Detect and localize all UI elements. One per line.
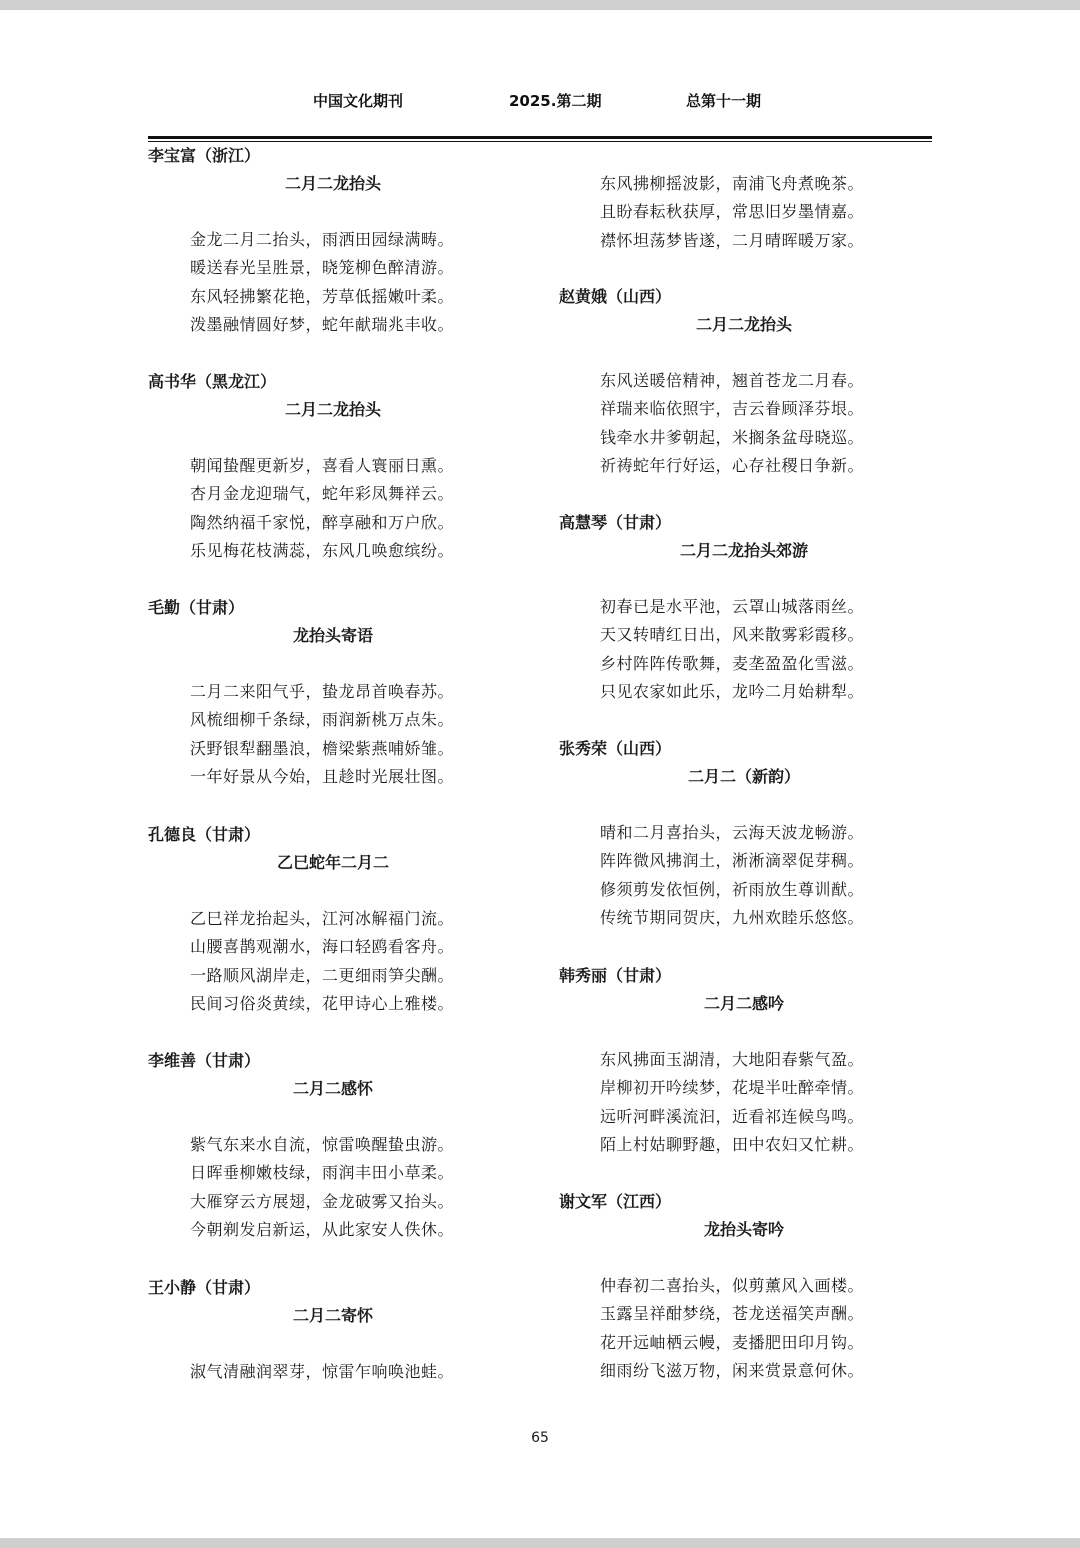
poem-entry	[148, 368, 508, 565]
poem-line: 岸柳初开吟续梦，花堤半吐醉牵情。	[600, 1078, 865, 1098]
poem-line: 仲春初二喜抬头，似剪薰风入画楼。	[600, 1276, 865, 1295]
poem-title: 二月二龙抬头	[284, 174, 381, 193]
bottom-edge-bar	[0, 1538, 1080, 1548]
poem-title: 二月二寄怀	[292, 1306, 373, 1325]
poem-line: 东风轻拂繁花艳，芳草低摇嫩叶柔。	[190, 286, 455, 306]
poem-line: 东风拂柳摇波影，南浦飞舟煮晚茶。	[600, 174, 865, 193]
poem-author: 李宝富（浙江）	[148, 146, 261, 165]
poem-entry	[148, 594, 508, 791]
poem-line: 风梳细柳千条绿，雨润新桃万点朱。	[190, 710, 455, 730]
poem-line: 大雁穿云方展翅，金龙破雾又抬头。	[190, 1191, 455, 1211]
poem-line: 且盼春耘秋获厚，常思旧岁墨情嘉。	[600, 202, 865, 222]
header-rule-thick	[148, 136, 932, 139]
poem-line: 乙巳祥龙抬起头，江河冰解福门流。	[190, 909, 455, 928]
poem-line: 修须剪发依恒例，祈雨放生尊训猷。	[600, 879, 865, 899]
poem-line: 杏月金龙迎瑞气，蛇年彩凤舞祥云。	[190, 484, 455, 504]
poem-line: 天又转晴红日出，风来散雾彩霞移。	[600, 625, 865, 645]
poem-line: 日晖垂柳嫩枝绿，雨润丰田小草柔。	[190, 1163, 455, 1183]
poem-line: 花开远岫栖云幔，麦播肥田印月钩。	[600, 1332, 865, 1352]
poem-line: 沃野银犁翻墨浪，檐梁紫燕哺娇雏。	[190, 738, 455, 758]
poem-title: 龙抬头寄语	[292, 626, 373, 645]
poem-title: 二月二感吟	[703, 994, 784, 1013]
poem-line: 乡村阵阵传歌舞，麦垄盈盈化雪滋。	[600, 653, 865, 673]
poem-author: 王小静（甘肃）	[148, 1278, 261, 1297]
poem-line: 钱牵水井爹朝起，米搁条盆母晓巡。	[600, 427, 865, 447]
poem-line: 远听河畔溪流汩，近看祁连候鸟鸣。	[600, 1106, 865, 1126]
poem-line: 襟怀坦荡梦皆遂，二月晴晖暖万家。	[600, 230, 865, 250]
poem-title: 二月二龙抬头	[695, 315, 792, 334]
top-edge-bar	[0, 0, 1080, 10]
poem-line: 传统节期同贺庆，九州欢睦乐悠悠。	[600, 907, 865, 927]
poem-title: 龙抬头寄吟	[703, 1220, 784, 1239]
poem-line: 东风送暖倍精神，翘首苍龙二月春。	[600, 371, 865, 390]
poem-line: 二月二来阳气乎，蛰龙昂首唤春苏。	[190, 682, 455, 701]
issue-label: 2025.第二期	[509, 92, 602, 110]
poem-line: 晴和二月喜抬头，云海天波龙畅游。	[600, 823, 865, 842]
poem-author: 毛勤（甘肃）	[148, 598, 245, 617]
poem-entry	[559, 283, 919, 480]
poem-author: 韩秀丽（甘肃）	[559, 966, 672, 985]
poem-author: 高慧琴（甘肃）	[559, 513, 672, 532]
poem-entry	[148, 1274, 508, 1386]
poem-title: 二月二（新韵）	[687, 767, 800, 786]
poem-line: 今朝剃发启新运，从此家安人佚休。	[190, 1219, 455, 1239]
poem-line: 阵阵微风拂润土，淅淅滴翠促芽稠。	[600, 851, 865, 871]
total-issue-label: 总第十一期	[686, 92, 762, 110]
poem-line: 暖送春光呈胜景，晓笼柳色醉清游。	[190, 258, 455, 278]
journal-name: 中国文化期刊	[313, 92, 404, 110]
poem-line: 细雨纷飞滋万物，闲来赏景意何休。	[600, 1360, 865, 1380]
poem-author: 赵黄娥（山西）	[559, 287, 672, 306]
page-number: 65	[531, 1430, 549, 1446]
poem-entry	[148, 1047, 508, 1244]
poem-entry	[148, 142, 508, 339]
poem-line: 山腰喜鹊观潮水，海口轻鸥看客舟。	[190, 937, 455, 957]
poem-entry	[559, 962, 919, 1159]
poem-entry	[559, 509, 919, 706]
poem-line: 金龙二月二抬头，雨洒田园绿满畴。	[190, 230, 455, 249]
poem-line: 朝闻蛰醒更新岁，喜看人寰丽日熏。	[190, 456, 455, 475]
poem-line: 淑气清融润翠芽，惊雷乍响唤池蛙。	[190, 1362, 455, 1381]
poem-line: 泼墨融情圆好梦，蛇年献瑞兆丰收。	[190, 314, 455, 334]
poem-line: 陶然纳福千家悦，醉享融和万户欣。	[190, 512, 455, 532]
poem-title: 乙巳蛇年二月二	[276, 853, 389, 872]
poem-continuation	[559, 170, 919, 255]
poem-entry	[148, 821, 508, 1018]
poem-title: 二月二感怀	[292, 1079, 373, 1098]
poem-line: 紫气东来水自流，惊雷唤醒蛰虫游。	[190, 1135, 455, 1154]
poem-line: 民间习俗炎黄续，花甲诗心上雅楼。	[190, 993, 455, 1013]
poem-line: 乐见梅花枝满蕊，东风几唤愈缤纷。	[190, 540, 455, 560]
poem-line: 陌上村姑聊野趣，田中农妇又忙耕。	[600, 1134, 865, 1154]
poem-line: 初春已是水平池，云罩山城落雨丝。	[600, 597, 865, 616]
poem-line: 祈祷蛇年行好运，心存社稷日争新。	[600, 455, 865, 475]
poem-author: 张秀荣（山西）	[559, 739, 672, 758]
poem-line: 一路顺风湖岸走，二更细雨笋尖酬。	[190, 965, 455, 985]
poem-entry	[559, 735, 919, 932]
poem-line: 只见农家如此乐，龙吟二月始耕犁。	[600, 681, 865, 701]
poem-entry	[559, 1188, 919, 1385]
poem-author: 李维善（甘肃）	[148, 1051, 261, 1070]
poem-line: 玉露呈祥酣梦绕，苍龙送福笑声酬。	[600, 1304, 865, 1324]
poem-title: 二月二龙抬头	[284, 400, 381, 419]
poem-line: 祥瑞来临依照宇，吉云眷顾泽芬垠。	[600, 399, 865, 419]
poem-line: 东风拂面玉湖清，大地阳春紫气盈。	[600, 1050, 865, 1069]
poem-title: 二月二龙抬头郊游	[679, 541, 808, 560]
poem-line: 一年好景从今始，且趁时光展壮图。	[190, 766, 455, 786]
poem-author: 孔德良（甘肃）	[148, 825, 261, 844]
poem-author: 谢文军（江西）	[559, 1192, 672, 1211]
poem-author: 高书华（黑龙江）	[148, 372, 277, 391]
